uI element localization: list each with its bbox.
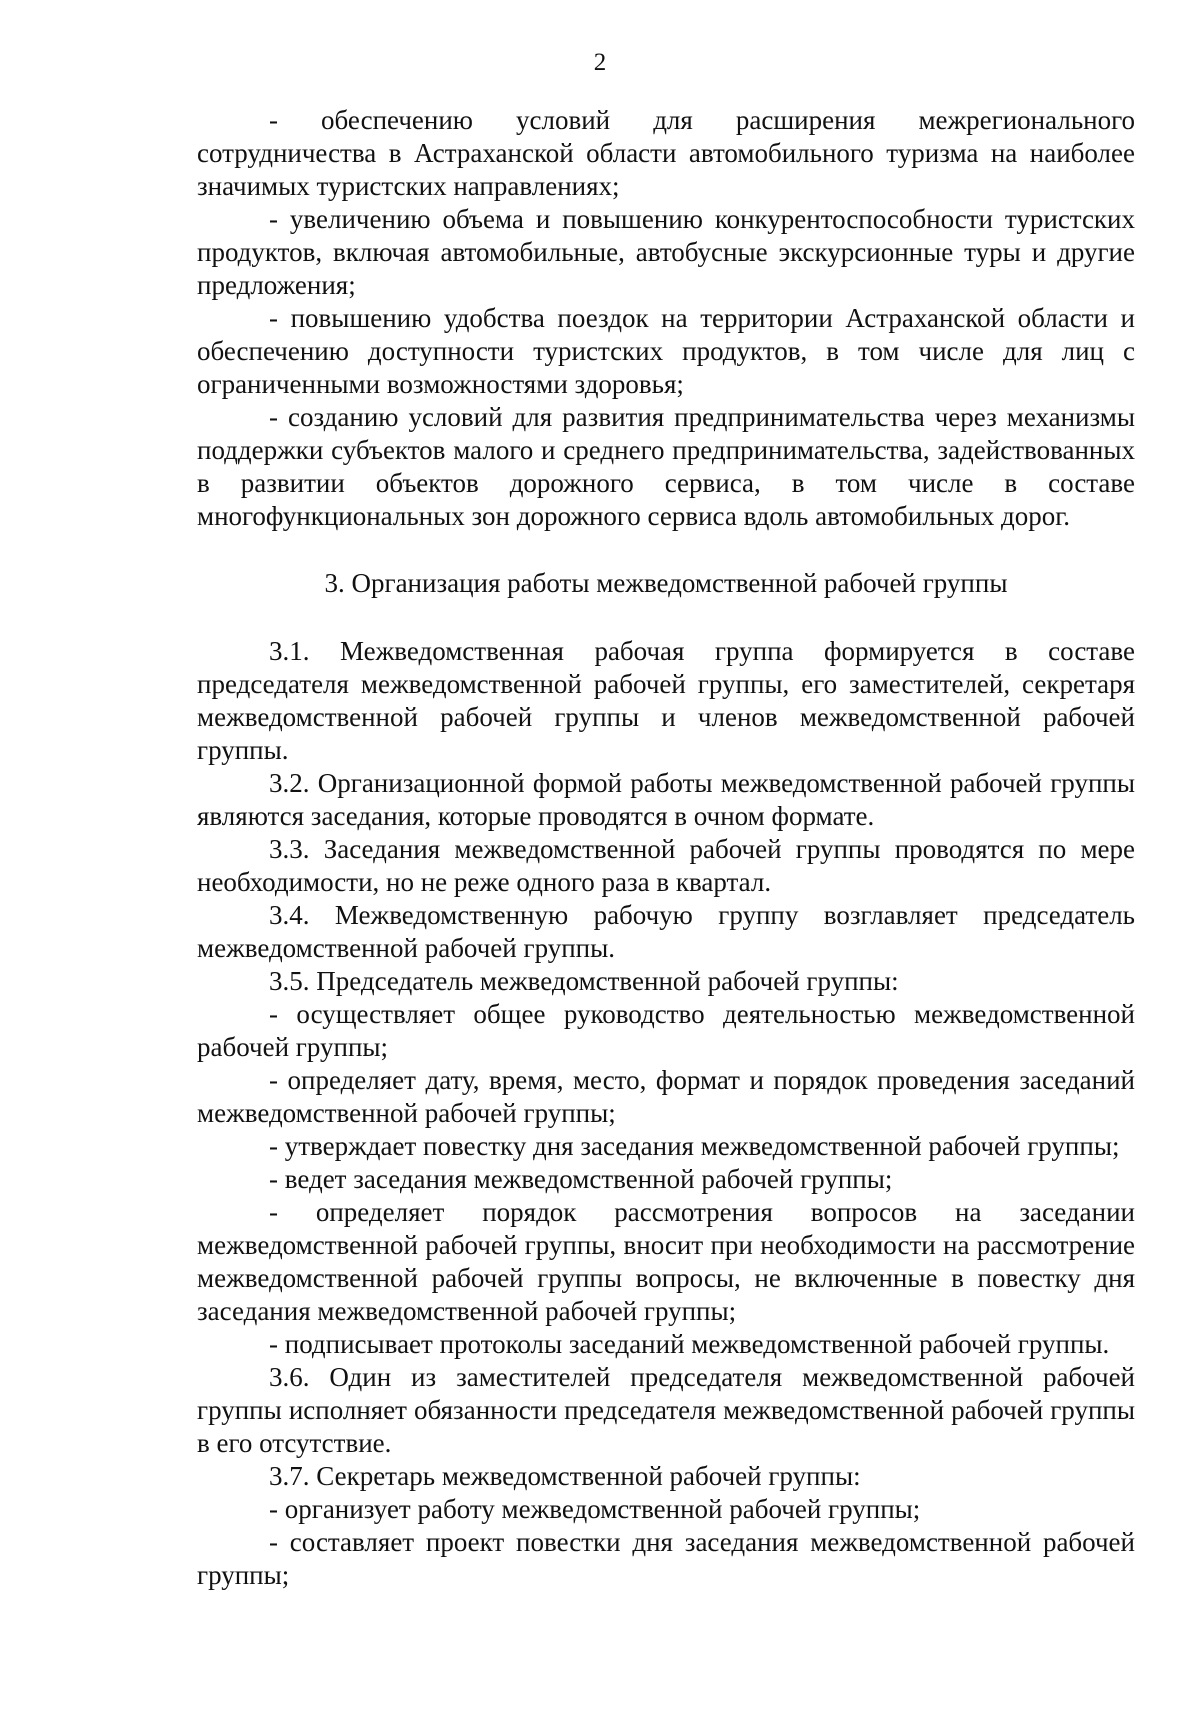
- paragraph: - увеличению объема и повышению конкурентоспособности туристских продуктов, включая автомобильные, автобусные экскурсионные туры и другие предложения;: [197, 204, 1135, 300]
- paragraph: - составляет проект повестки дня заседания межведомственной рабочей группы;: [197, 1527, 1135, 1590]
- paragraph: - осуществляет общее руководство деятельностью межведомственной рабочей группы;: [197, 999, 1135, 1062]
- paragraph: - обеспечению условий для расширения межрегионального сотрудничества в Астраханской области автомобильного туризма на наиболее значимых туристских направлениях;: [197, 105, 1135, 201]
- paragraph: 3.5. Председатель межведомственной рабочей группы:: [269, 966, 899, 996]
- paragraph: - утверждает повестку дня заседания межведомственной рабочей группы;: [269, 1131, 1120, 1161]
- page-number: 2: [593, 49, 607, 76]
- paragraph: - ведет заседания межведомственной рабочей группы;: [269, 1164, 893, 1194]
- paragraph: - определяет дату, время, место, формат и порядок проведения заседаний межведомственной рабочей группы;: [197, 1065, 1135, 1128]
- paragraph: 3.4. Межведомственную рабочую группу возглавляет председатель межведомственной рабочей группы.: [197, 900, 1135, 963]
- paragraph: - подписывает протоколы заседаний межведомственной рабочей группы.: [269, 1329, 1110, 1359]
- paragraph: 3.1. Межведомственная рабочая группа формируется в составе председателя межведомственной рабочей группы, его заместителей, секретаря межведомственной рабочей группы и членов межведомственной рабочей группы.: [197, 636, 1135, 765]
- paragraph: - созданию условий для развития предпринимательства через механизмы поддержки субъектов малого и среднего предпринимательства, задействованных в развитии объектов дорожного сервиса, в том числе в составе многофункциональных зон дорожного сервиса вдоль автомобильных дорог.: [197, 402, 1135, 531]
- paragraph: 3.6. Один из заместителей председателя межведомственной рабочей группы исполняет обязанности председателя межведомственной рабочей группы в его отсутствие.: [197, 1362, 1135, 1458]
- document-body: [197, 104, 1135, 1592]
- section-heading: 3. Организация работы межведомственной рабочей группы: [324, 568, 1008, 598]
- paragraph: 3.2. Организационной формой работы межведомственной рабочей группы являются заседания, которые проводятся в очном формате.: [197, 768, 1135, 831]
- paragraph: - повышению удобства поездок на территории Астраханской области и обеспечению доступности туристских продуктов, в том числе для лиц с ограниченными возможностями здоровья;: [197, 303, 1135, 399]
- paragraph: - организует работу межведомственной рабочей группы;: [269, 1494, 921, 1524]
- paragraph: 3.7. Секретарь межведомственной рабочей группы:: [269, 1461, 861, 1491]
- paragraph: 3.3. Заседания межведомственной рабочей группы проводятся по мере необходимости, но не реже одного раза в квартал.: [197, 834, 1135, 897]
- paragraph: - определяет порядок рассмотрения вопросов на заседании межведомственной рабочей группы, вносит при необходимости на рассмотрение межведомственной рабочей группы вопросы, не включенные в повестку дня заседания межведомственной рабочей группы;: [197, 1197, 1135, 1326]
